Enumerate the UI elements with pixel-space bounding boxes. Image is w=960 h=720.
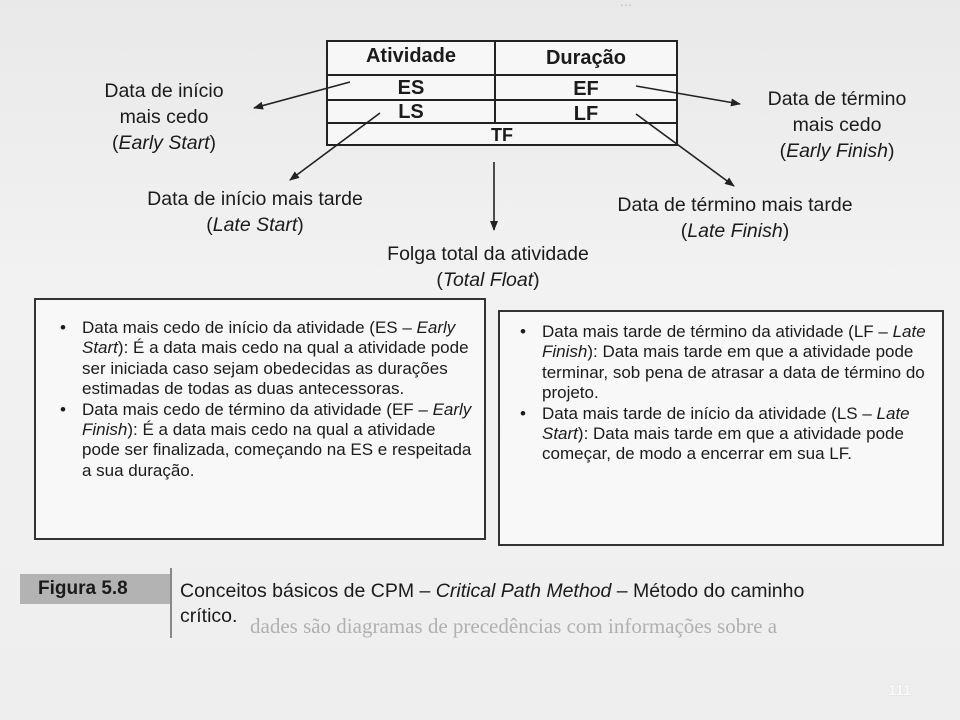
figure-number: Figura 5.8 — [20, 574, 170, 604]
label-total-float: Folga total da atividade (Total Float) — [356, 241, 620, 293]
definition-ls: • Data mais tarde de início da atividade (LS – Late Start): Data mais tarde em que a atividade pode começar, de modo a encerrar em sua LF. — [520, 403, 910, 464]
figure-caption: Conceitos básicos de CPM – Critical Path Method – Método do caminho crítico. — [180, 580, 805, 627]
arrow-es — [254, 82, 350, 108]
label-early-start-en: Early Start — [118, 132, 210, 154]
definition-es: • Data mais cedo de início da atividade (ES – Early Start): É a data mais cedo na qual a atividade pode ser iniciada caso sejam obedecidas as durações estimadas de todas as duas antecessoras. — [60, 318, 469, 399]
label-late-start-line1: Data de início mais tarde — [147, 188, 363, 210]
cell-tf: TF — [491, 125, 513, 145]
label-late-start: Data de início mais tarde (Late Start) — [120, 186, 390, 238]
header-atividade: Atividade — [365, 45, 457, 67]
definitions-box-right — [498, 310, 944, 546]
label-total-float-line1: Folga total da atividade — [387, 243, 589, 265]
label-late-finish: Data de término mais tarde (Late Finish) — [590, 192, 880, 244]
definitions-box-left — [34, 298, 486, 540]
arrow-ef — [636, 86, 740, 104]
cell-es: ES — [397, 77, 425, 99]
label-total-float-en: Total Float — [442, 269, 534, 291]
header-duracao: Duração — [545, 47, 627, 69]
bleed-through-text: dades são diagramas de precedências com informações sobre a — [250, 614, 778, 638]
label-late-finish-en: Late Finish — [687, 220, 783, 242]
arrow-lf — [636, 114, 734, 186]
bleed-through-text: ... — [620, 0, 633, 9]
definition-lf: • Data mais tarde de término da atividade (LF – Late Finish): Data mais tarde em que a atividade pode terminar, sob pena de atrasar a data de término do projeto. — [520, 322, 926, 403]
label-early-finish-line1: Data de término — [767, 88, 907, 110]
label-early-start-line1: Data de início — [104, 80, 224, 102]
cell-ef: EF — [573, 78, 599, 100]
cell-ls: LS — [398, 101, 424, 123]
definition-ef: • Data mais cedo de término da atividade (EF – Early Finish): É a data mais cedo na qual a atividade pode ser finalizada, começando na ES e respeitada a sua duração. — [60, 399, 472, 480]
page-number: 111 — [888, 682, 912, 699]
arrow-ls — [290, 113, 380, 180]
caption-divider — [170, 568, 172, 638]
label-early-finish-line2: mais cedo — [792, 114, 882, 136]
label-late-finish-line1: Data de término mais tarde — [617, 194, 853, 216]
label-early-start-line2: mais cedo — [119, 106, 209, 128]
label-late-start-en: Late Start — [212, 214, 298, 236]
label-early-finish: Data de término mais cedo (Early Finish) — [742, 86, 932, 164]
label-early-finish-en: Early Finish — [786, 140, 888, 162]
cell-lf: LF — [573, 103, 599, 125]
label-early-start: Data de início mais cedo (Early Start) — [84, 78, 244, 156]
